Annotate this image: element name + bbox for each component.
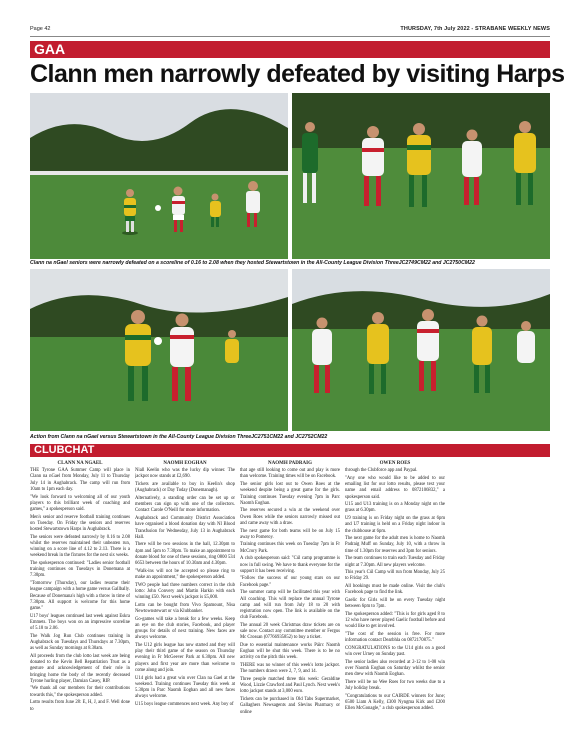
club-subhead: NAOMH PADRAIG: [268, 461, 312, 466]
photo-caption-top: Clann na nGael seniors were narrowly defeated on a scoreline of 0.16 to 2.08 when they hosted Stewartstown in the All-County League Division ThreeJC2749CM22 and JC2750CM22: [30, 260, 475, 266]
article-paragraph: The reserves secured a win at the weekend over Owen Roes while the seniors narrowly missed out and came away with a draw.: [240, 508, 340, 526]
article-paragraph: Lotto can be bought from Vivo Spamount, Nisa Newtownstewart or via Klubbanker.: [135, 602, 235, 614]
article-paragraph: Training continues this week on Tuesday 7pm in Fr McCrory Park.: [240, 542, 340, 554]
article-paragraph: There will be two sessions in the hall, 12.30pm to 4pm and 5pm to 7.30pm. To make an appointment to donate blood for one of these sessions, ring 0800 534 6653 between the hours of 10.30am and 4.30pm.: [135, 542, 235, 567]
section-tag-gaa: GAA: [30, 41, 550, 58]
article-paragraph: The spokesperson continued: "Ladies senior football training continues on Tuesdays in Donemana at 7.30pm.: [30, 561, 130, 579]
article-paragraph: "Congratulations to our CAIRDE winners for June; 6500 Liam A Kelly, £300 Nyngma Kirk and £200 Ellen McGonagle," a club spokesperson added.: [345, 693, 445, 712]
article-paragraph: The senior ladies also recorded at 2-12 to 1-08 win over Naomh Eoghan on Saturday whilst the senior men drew with Naomh Eoghan.: [345, 659, 445, 678]
article-paragraph: There will be no Wee Roes for two weeks due to a July holiday break.: [345, 680, 445, 692]
article-paragraph: The next game for both teams will be on July 15 away to Pomeroy.: [240, 528, 340, 540]
article-paragraph: Tickets can be purchased in Old Tabs Supermarket, Gallaghers Newsagents and Slevins Pharmacy or online: [240, 697, 340, 715]
article-paragraph: through the Clubforce app and Paypal.: [345, 468, 418, 474]
article-paragraph: All bookings must be made online. Visit the club's Facebook page to find the link.: [345, 584, 445, 596]
article-paragraph: Due to essential maintenance works Páirc Naomh Eoghan will be shut this week. There is to be no activity on the pitch this week.: [240, 642, 340, 661]
article-columns: [30, 460, 550, 732]
article-paragraph: that age still looking to come out and play is more than welcome. Training times will be on Facebook.: [240, 468, 340, 480]
article-paragraph: All proceeds from the club lotto last week are being donated to the Kevin Bell Repatriation Trust as a gesture and acknowledgement of their role in bringing home the body of the recently deceased Tyrone hurling player, Damian Casey, RIP.: [30, 653, 130, 684]
article-paragraph: "We look forward to welcoming all of our youth players to this brilliant week of coaching and games," a spokesperson said.: [30, 494, 130, 512]
article-paragraph: The spokesperson added: "This is for girls aged 8 to 12 who have never played Gaelic football before and would like to get involved.: [345, 611, 445, 630]
article-paragraph: THERE was no winner of this week's lotto jackpot. The numbers drawn were 2, 7, 9, and 14.: [240, 663, 340, 675]
club-subhead: NAOMH EOGHAN: [163, 461, 207, 466]
article-paragraph: Aughabrack and Community District Association have organised a blood donation day with NI Blood Transfusion for Wednesday, July 13 in Aughabrack Hall.: [135, 516, 235, 540]
article-column-4: [345, 460, 445, 732]
article-paragraph: Alternatively, a standing order can be set up or members can sign up with one of the collectors. Contact Carole O'Neill for more information.: [135, 496, 235, 514]
article-paragraph: U15 and U13 training is on a Monday night on the grass at 6.30pm.: [345, 502, 445, 514]
photo-match-3-image: [30, 269, 288, 431]
photo-match-4-image: [292, 269, 550, 431]
article-paragraph: "We thank all our members for their contributions towards this," the spokesperson added.: [30, 686, 130, 698]
article-paragraph: Tickets are available to buy in Keelin's shop (Aughabrack) or Day Today (Donemanagh).: [135, 482, 235, 494]
article-paragraph: A club spokesperson said: "Cúl camp programme is now in full swing. We have to thank everyone for the support it has been receiving.: [240, 556, 340, 574]
club-subhead: OWEN ROES: [379, 461, 411, 466]
article-paragraph: CONGRATULATIONS to the U14 girls on a good win over Urney on Sunday past.: [345, 645, 445, 658]
article-paragraph: "Any one who would like to be added to our emailing list for our lotto results, please text your name and email address to 0872106832," a spokesperson said.: [345, 475, 445, 500]
article-paragraph: Gaelic for Girls will be on every Tuesday night between 6pm to 7pm.: [345, 598, 445, 610]
article-paragraph: The Walk Jog Run Club continues training in Aughabrack on Tuesdays and Thursdays at 7.30pm, as well as Sunday mornings at 8.30am.: [30, 633, 130, 652]
section-tag-clubchat: CLUBCHAT: [30, 444, 550, 457]
club-subhead: CLANN NA NGAEL: [57, 461, 103, 466]
article-paragraph: The next game for the adult men is home to Naomh Padraig Muff on Sunday, July 10, with a throw in time of 1.30pm for reserves and 3pm for seniors.: [345, 536, 445, 554]
article-paragraph: Niall Keelin who was the lucky dip winner. The jackpot now stands at £2,690.: [135, 468, 235, 480]
article-paragraph: "The cost of the session is free. For more information contact Dearbhla on 0872170875.": [345, 632, 445, 644]
article-paragraph: U15 boys league commences next week. Any boy of: [135, 701, 234, 707]
photo-match-1: [30, 93, 288, 259]
article-column-1: [30, 460, 130, 732]
article-paragraph: U17 boys' leagues continued last week against Eskra Emmets. The boys won on an impressive scoreline of 5.18 to 2.06.: [30, 613, 130, 632]
article-paragraph: The U12 girls league has now started and they will play their third game of the season on Thursday evening in Fr McGeever Park at 6.30pm. All new players and first year are more than welcome to come along and join.: [135, 642, 235, 673]
article-paragraph: Men's senior and reserve football training continues on Tuesday. On Friday the seniors and reserves hosted Stewartstown Harps in Aughabrack.: [30, 514, 130, 533]
photo-match-3: [30, 269, 288, 431]
article-paragraph: This year's Cúl Camp will run from Monday, July 25 to Friday 29.: [345, 570, 445, 582]
article-paragraph: The seniors were defeated narrowly by 0.16 to 2.08 whilst the reserves maintained their unbeaten run, winning on a score line of 4.12 to 2.13. There is a weekend break in the fixtures for the next six weeks.: [30, 534, 130, 559]
issue-line: THURSDAY, 7th July 2022 - STRABANE WEEKLY NEWS: [400, 26, 550, 32]
article-paragraph: Three people matched three this week: Geraldine Wood, Lizzie Crawford and Paul Lynch. Next week's lotto jackpot stands at 3,000 euro.: [240, 677, 340, 695]
article-paragraph: "Walk-ins will not be accepted so please ring to make an appointment," the spokesperson added.: [135, 568, 235, 580]
photo-match-2-image: [292, 93, 550, 259]
page-header: [30, 24, 550, 37]
headline: Clann men narrowly defeated by visiting Harps: [30, 60, 565, 88]
photo-match-2: [292, 93, 550, 259]
article-paragraph: The summer camp will be facilitated this year with All coaching. This will replace the annual Tyrone camp and will run from July 18 to 20 with registration now open. The link is available on the club Facebook.: [240, 590, 340, 621]
article-paragraph: THE Tyrone GAA Summer Camp will place in Clann na nGael from Monday, July 11 to Thursday July 14 in Aughabrack. The camp will run from 10am to 1pm each day.: [30, 468, 130, 492]
article-column-3: [240, 460, 340, 732]
photo-match-1-image: [30, 93, 288, 259]
article-column-2: [135, 460, 235, 732]
page-number: Page 42: [30, 26, 51, 32]
article-paragraph: Lotto results from June 28: E, H, J, and F. Well done to: [30, 700, 130, 712]
article-paragraph: The senior girls lost out to Owen Roes at the weekend despite being a great game for the girls. Training continues Tuesday evening 7pm in Parc Naomh Eoghan.: [240, 482, 340, 506]
article-paragraph: TWO people had three numbers correct in the club lotto: John Convery and Martin Harkin with each winning £50. Next week's jackpot is £5,000.: [135, 582, 235, 601]
photo-match-4: [292, 269, 550, 431]
article-paragraph: "Tomorrow (Thursday), our ladies resume their league campaign with a home game versus Gallbally. Because of Donemana's high with a throw in time of 7.30pm. All support is welcome for this home game.": [30, 581, 130, 611]
article-paragraph: "Follow the success of our young stars on our Facebook page.": [240, 576, 340, 588]
article-paragraph: U14 girls had a great win over Clan na Gael at the weekend. Training continues Tuesday this week at 5.30pm in Parc Naomh Eoghan and all new faces always welcome.: [135, 675, 235, 700]
article-paragraph: U9 training is on Friday night on the grass at 6pm and U7 training is held on a Friday night indoor in the clubhouse at 6pm.: [345, 516, 445, 534]
article-paragraph: The team continues to train each Tuesday and Friday night at 7.30pm. All new players welcome.: [345, 556, 445, 568]
article-paragraph: The annual 20 week Christmas draw tickets are on sale now. Contact any committee member or Fergus Mc Crossan (07766935852) to buy a ticket.: [240, 622, 340, 641]
article-paragraph: Go-games will take a break for a few weeks. Keep an eye on the club stories, Facebook, and player groups for details of next training. New faces are always welcome.: [135, 616, 235, 641]
photo-caption-middle: Action from Clann na nGael versus Stewartstown in the All-County League Division ThreeJC2751CM22 and JC2752CM22: [30, 434, 328, 440]
